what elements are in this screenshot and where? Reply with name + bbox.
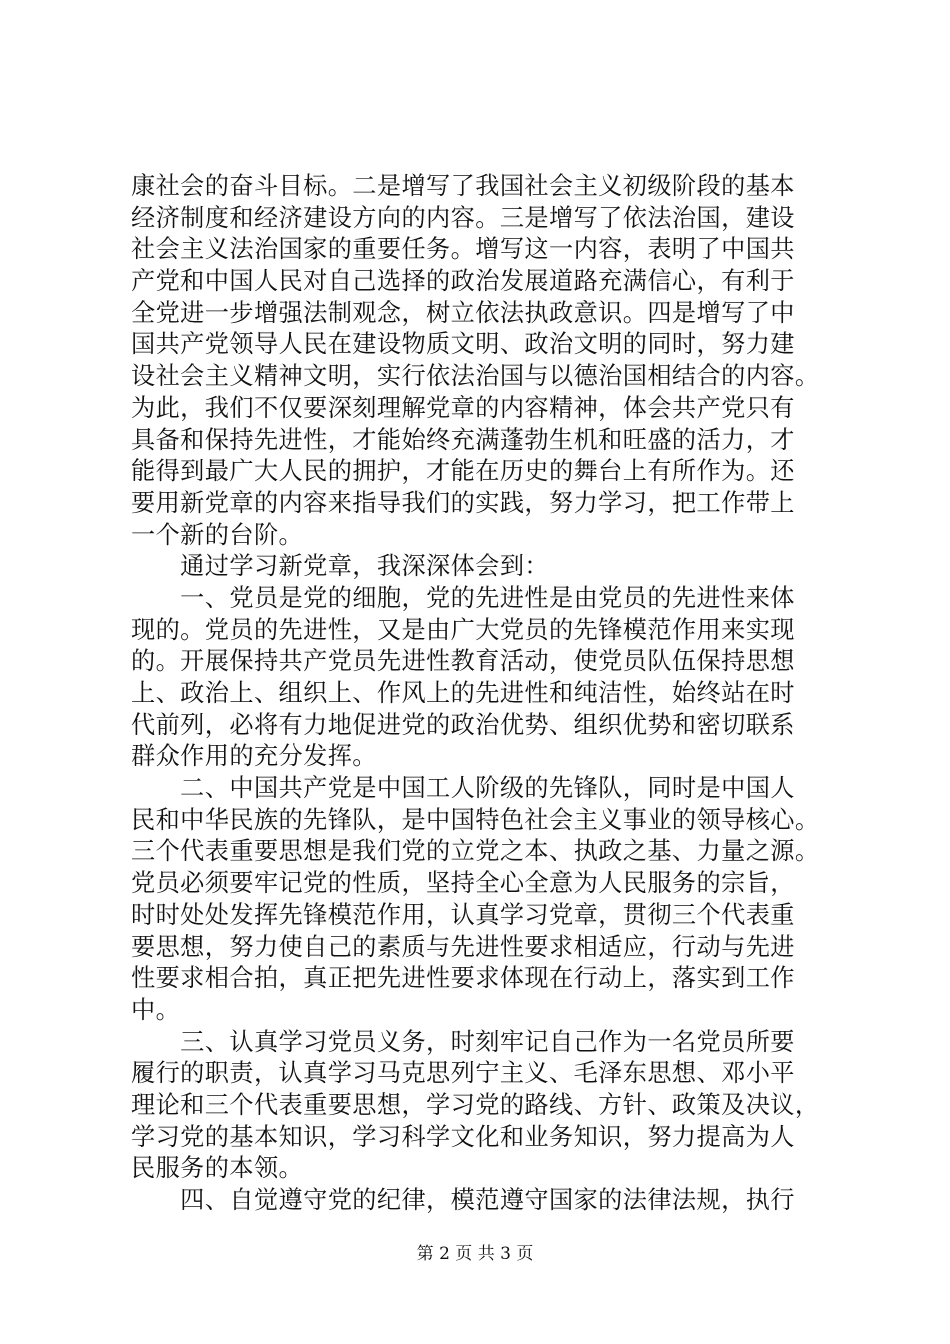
text-line: 学习党的基本知识，学习科学文化和业务知识，努力提高为人 [131,1122,795,1151]
text-line: 一个新的台阶。 [131,520,304,549]
document-body [131,171,831,1217]
text-line: 民服务的本领。 [131,1154,304,1183]
text-line: 国共产党领导人民在建设物质文明、政治文明的同时，努力建 [131,330,795,359]
text-line: 设社会主义精神文明，实行依法治国与以德治国相结合的内容。 [131,362,820,391]
text-line: 全党进一步增强法制观念，树立依法执政意识。四是增写了中 [131,298,795,327]
text-line: 三、认真学习党员义务，时刻牢记自己作为一名党员所要 [131,1027,795,1056]
text-line: 为此，我们不仅要深刻理解党章的内容精神，体会共产党只有 [131,393,795,422]
text-line: 经济制度和经济建设方向的内容。三是增写了依法治国，建设 [131,203,795,232]
text-line: 社会主义法治国家的重要任务。增写这一内容，表明了中国共 [131,235,795,264]
text-line: 的。开展保持共产党员先进性教育活动，使党员队伍保持思想 [131,647,795,676]
text-line: 上、政治上、组织上、作风上的先进性和纯洁性，始终站在时 [131,679,795,707]
text-line: 时时处处发挥先锋模范作用，认真学习党章，贯彻三个代表重 [131,900,795,929]
text-line: 四、自觉遵守党的纪律，模范遵守国家的法律法规，执行 [131,1186,795,1214]
text-line: 要用新党章的内容来指导我们的实践，努力学习，把工作带上 [131,488,795,517]
text-line: 康社会的奋斗目标。二是增写了我国社会主义初级阶段的基本 [131,172,795,200]
text-line: 现的。党员的先进性，又是由广大党员的先锋模范作用来实现 [131,615,795,644]
text-line: 通过学习新党章，我深深体会到： [131,552,549,581]
text-line: 产党和中国人民对自己选择的政治发展道路充满信心，有利于 [131,267,795,296]
text-line: 党员必须要牢记党的性质，坚持全心全意为人民服务的宗旨， [131,869,795,898]
text-line: 代前列，必将有力地促进党的政治优势、组织优势和密切联系 [131,710,795,739]
text-line: 具备和保持先进性，才能始终充满蓬勃生机和旺盛的活力，才 [131,425,795,454]
text-line: 民和中华民族的先锋队，是中国特色社会主义事业的领导核心。 [131,805,820,834]
text-line: 中。 [131,995,181,1024]
text-line: 履行的职责，认真学习马克思列宁主义、毛泽东思想、邓小平 [131,1059,795,1088]
text-line: 理论和三个代表重要思想，学习党的路线、方针、政策及决议， [131,1090,820,1119]
text-line: 要思想，努力使自己的素质与先进性要求相适应，行动与先进 [131,932,795,961]
text-line: 一、党员是党的细胞，党的先进性是由党员的先进性来体 [131,583,795,612]
text-line: 群众作用的充分发挥。 [131,742,377,771]
text-line: 二、中国共产党是中国工人阶级的先锋队，同时是中国人 [131,774,795,803]
text-line: 性要求相合拍，真正把先进性要求体现在行动上，落实到工作 [131,964,795,993]
page-footer: 第 2 页 共 3 页 [416,1244,534,1264]
text-line: 能得到最广大人民的拥护，才能在历史的舞台上有所作为。还 [131,457,795,486]
text-line: 三个代表重要思想是我们党的立党之本、执政之基、力量之源。 [131,837,820,866]
